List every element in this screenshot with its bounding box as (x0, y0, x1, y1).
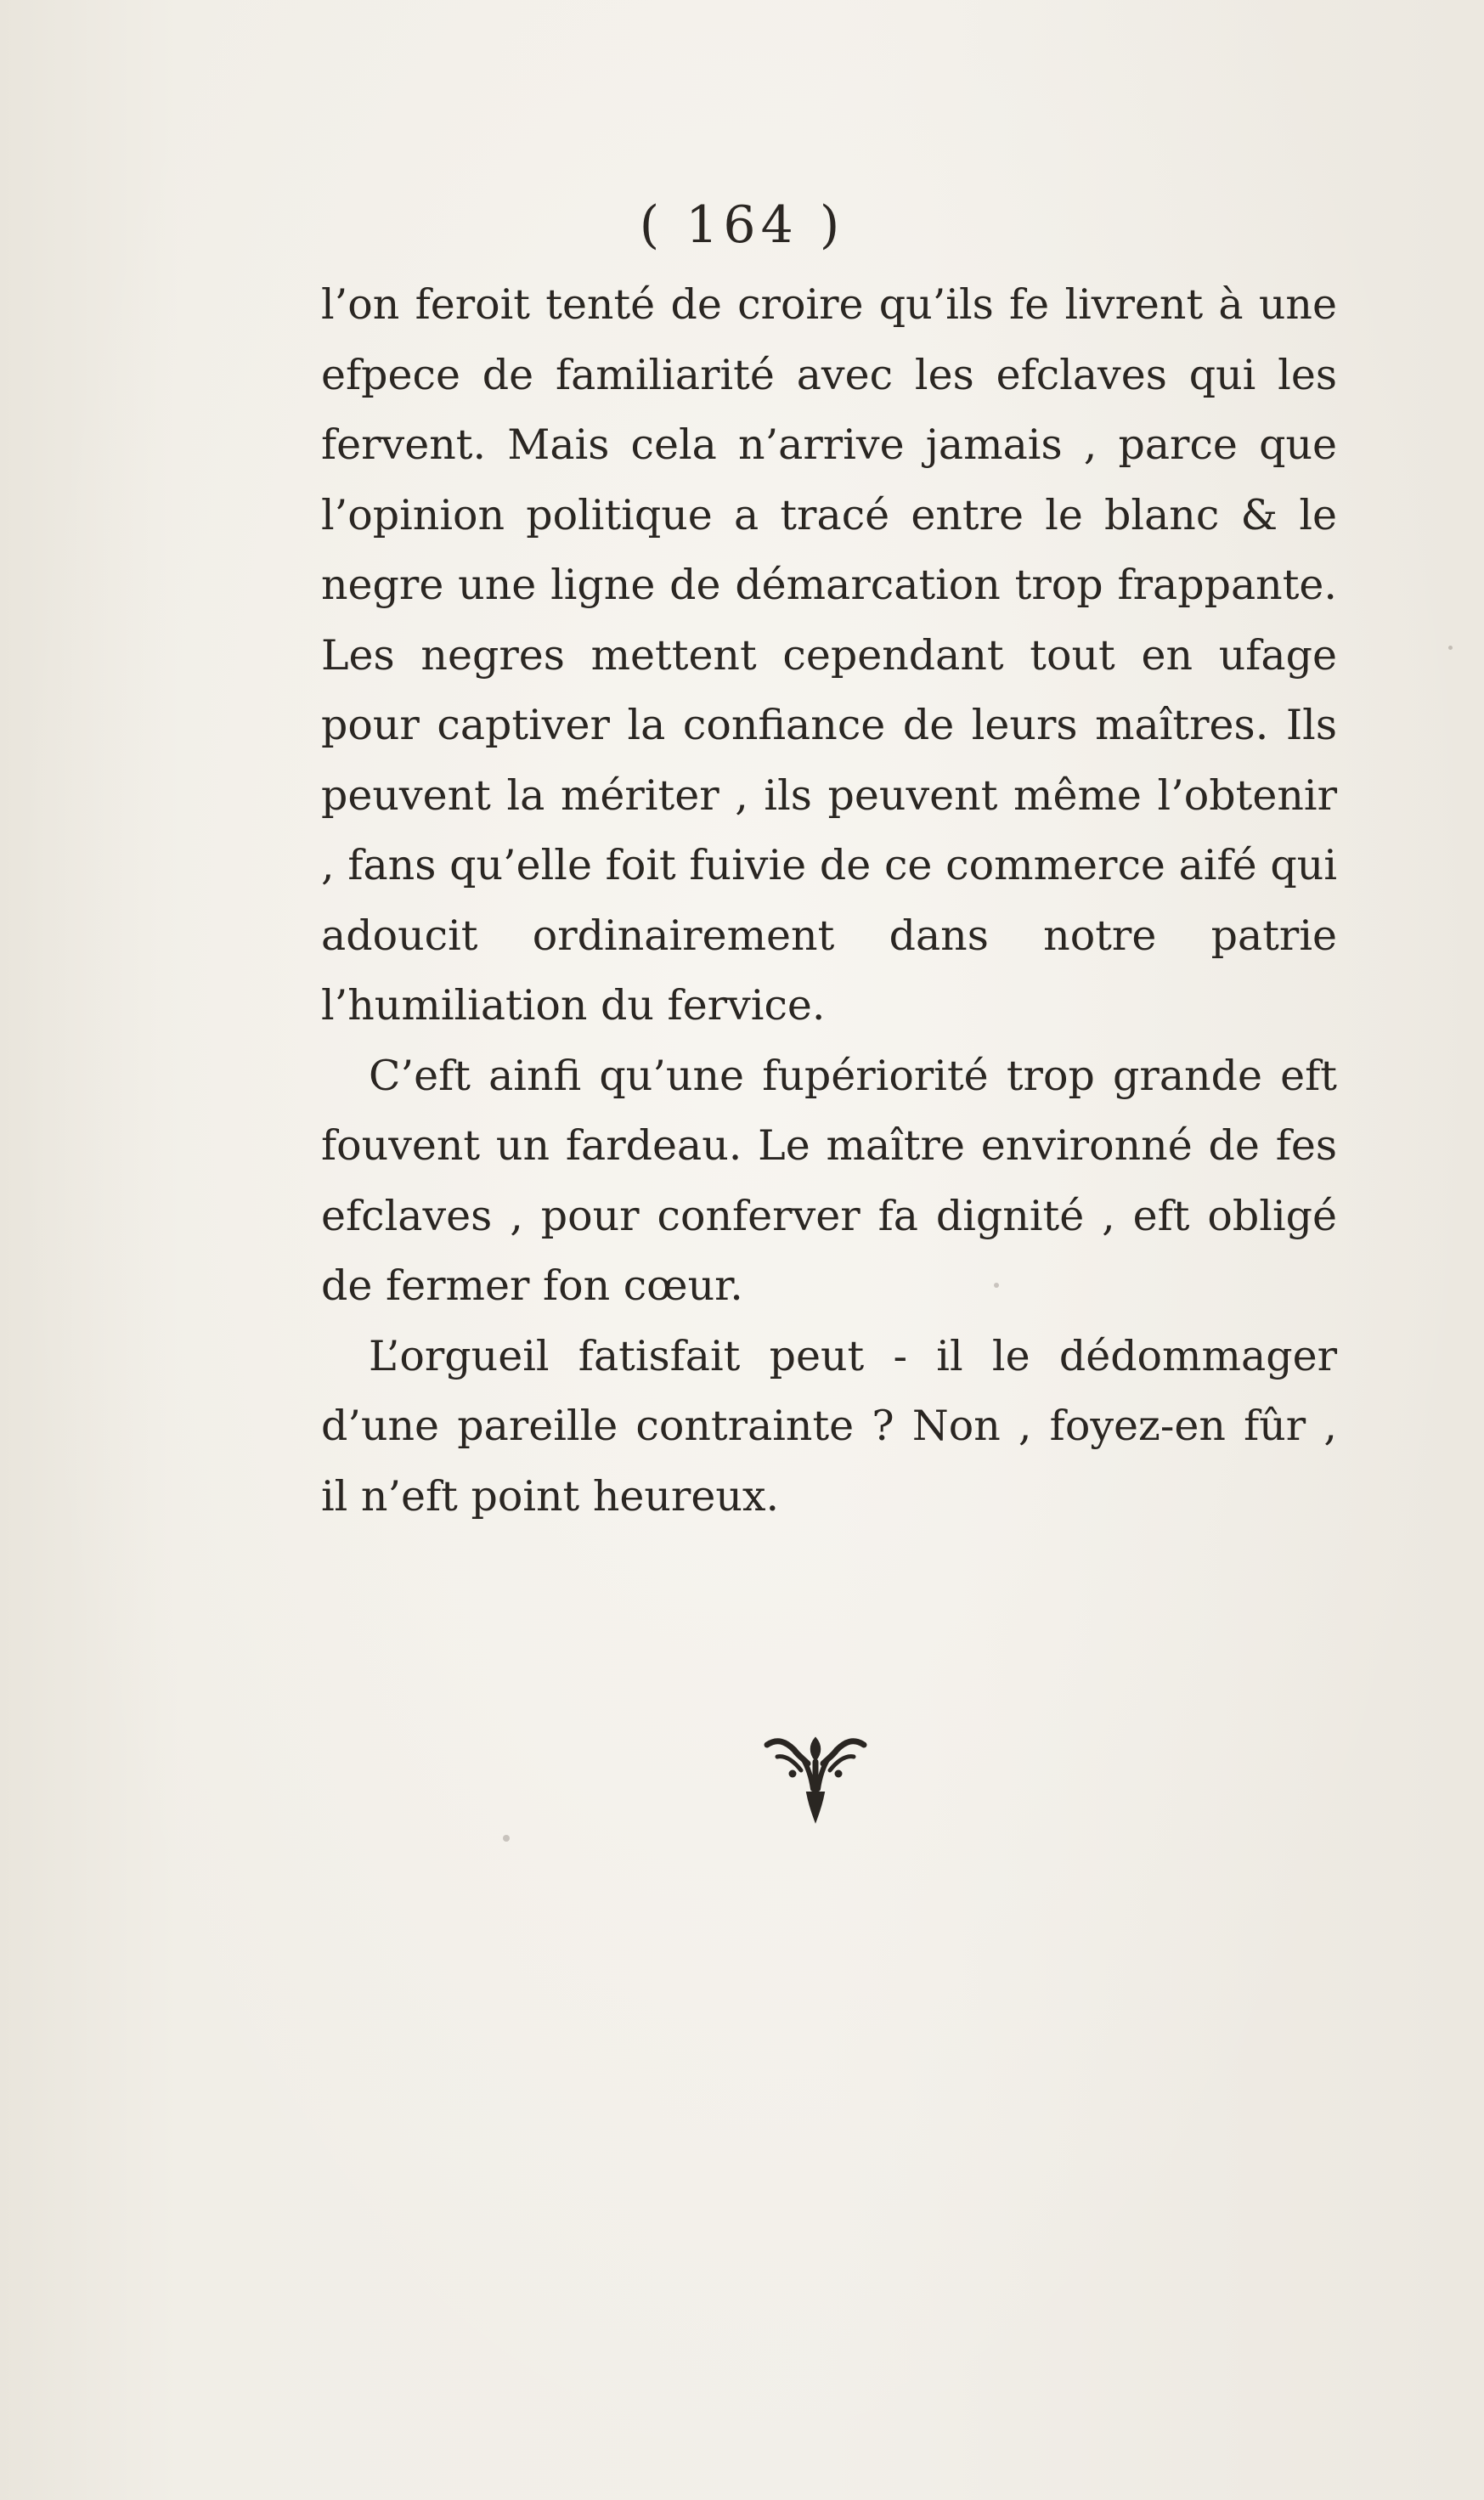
page-number: ( 164 ) (639, 195, 845, 255)
paper-speck (503, 1835, 510, 1842)
fleuron-ornament-icon (760, 1733, 871, 1826)
body-text (321, 270, 1337, 1532)
paragraph-1: l’on feroit tenté de croire qu’ils fe livrent à une efpece de familiarité avec les efclaves qui les fervent. Mais cela n’arrive jamais , parce que l’opinion politique a tracé entre le blanc & le negre une ligne de démarcation trop frappante. Les negres mettent cependant tout en ufage pour captiver la confiance de leurs maîtres. Ils peuvent la mériter , ils peuvent même l’obtenir , fans qu’elle foit fuivie de ce commerce aifé qui adoucit ordinairement dans notre patrie l’humiliation du fervice. (321, 280, 1337, 1030)
paragraph-3: L’orgueil fatisfait peut - il le dédommager d’une pareille contrainte ? Non , foyez-en fûr , il n’eft point heureux. (321, 1331, 1337, 1521)
paragraph-2: C’eft ainfi qu’une fupériorité trop grande eft fouvent un fardeau. Le maître environné de fes efclaves , pour conferver fa dignité , eft obligé de fermer fon cœur. (321, 1051, 1337, 1310)
paper-speck (1448, 646, 1453, 650)
paper-speck (994, 1283, 999, 1288)
